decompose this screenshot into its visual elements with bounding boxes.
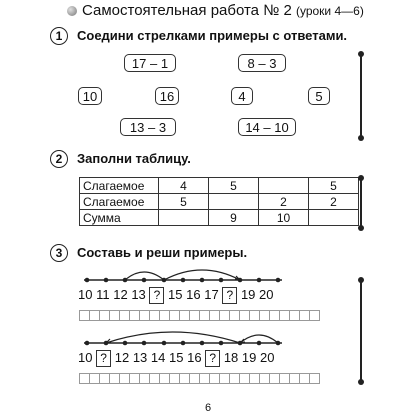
number-line-1 (78, 262, 288, 286)
table-cell[interactable]: 5 (209, 178, 259, 194)
task-3-number: 3 (50, 244, 68, 262)
answer-16[interactable]: 16 (155, 87, 179, 105)
margin-line-1 (360, 54, 362, 138)
table-cell[interactable] (209, 194, 259, 210)
missing-number-box[interactable]: ? (96, 350, 111, 367)
number-label: 15 (168, 287, 183, 302)
table-row (80, 210, 359, 226)
number-label: 10 (78, 287, 93, 302)
number-label: 20 (260, 350, 275, 365)
number-label: 13 (131, 287, 146, 302)
row-label: Сумма (80, 210, 159, 226)
answer-4[interactable]: 4 (231, 87, 253, 105)
number-label: 20 (259, 287, 274, 302)
number-label: 18 (223, 350, 239, 365)
answer-10[interactable]: 10 (78, 87, 102, 105)
addition-table (79, 177, 359, 226)
page-title-text: Самостоятельная работа № 2 (82, 2, 292, 19)
number-label: 16 (187, 350, 202, 365)
number-label: 12 (114, 350, 130, 365)
margin-line-3 (360, 280, 362, 382)
number-label: 13 (132, 350, 148, 365)
header-bullet-icon (67, 6, 77, 16)
table-row (80, 178, 359, 194)
task-3-title: Составь и реши примеры. (77, 245, 248, 260)
number-label: 15 (169, 350, 184, 365)
expression-14-10[interactable]: 14 – 10 (238, 118, 296, 136)
missing-number-box[interactable]: ? (205, 350, 220, 367)
task-1-title: Соедини стрелками примеры с ответами. (77, 28, 348, 43)
task-2-number: 2 (50, 150, 68, 168)
table-cell[interactable] (159, 210, 209, 226)
row-label: Слагаемое (80, 178, 159, 194)
task-1-number: 1 (50, 27, 68, 45)
number-label: 19 (241, 350, 257, 365)
answer-grid-1[interactable] (79, 310, 319, 321)
margin-line-2 (360, 178, 362, 228)
expression-13-3[interactable]: 13 – 3 (120, 118, 176, 136)
expression-17-1[interactable]: 17 – 1 (124, 54, 176, 72)
number-label: 19 (240, 287, 256, 302)
task-2-title: Заполни таблицу. (77, 151, 191, 166)
table-cell[interactable]: 10 (259, 210, 309, 226)
table-cell[interactable]: 5 (309, 178, 359, 194)
number-label: 10 (78, 350, 93, 365)
missing-number-box[interactable]: ? (222, 287, 237, 304)
number-line-2-labels (78, 350, 274, 367)
answer-5[interactable]: 5 (308, 87, 330, 105)
number-label: 12 (113, 287, 128, 302)
row-label: Слагаемое (80, 194, 159, 210)
table-cell[interactable] (259, 178, 309, 194)
table-cell[interactable]: 4 (159, 178, 209, 194)
number-line-2 (78, 325, 288, 349)
number-label: 11 (96, 287, 110, 302)
expression-8-3[interactable]: 8 – 3 (238, 54, 286, 72)
number-label: 17 (204, 287, 219, 302)
page-number: 6 (205, 402, 212, 414)
table-cell[interactable] (309, 210, 359, 226)
missing-number-box[interactable]: ? (149, 287, 164, 304)
table-cell[interactable]: 2 (309, 194, 359, 210)
table-row (80, 194, 359, 210)
table-cell[interactable]: 2 (259, 194, 309, 210)
table-cell[interactable]: 5 (159, 194, 209, 210)
number-label: 14 (150, 350, 166, 365)
answer-grid-2[interactable] (79, 373, 319, 384)
page-subtitle: (уроки 4—6) (295, 4, 364, 18)
number-line-1-labels (78, 287, 274, 304)
number-label: 16 (186, 287, 201, 302)
table-cell[interactable]: 9 (209, 210, 259, 226)
page-title (82, 2, 364, 19)
